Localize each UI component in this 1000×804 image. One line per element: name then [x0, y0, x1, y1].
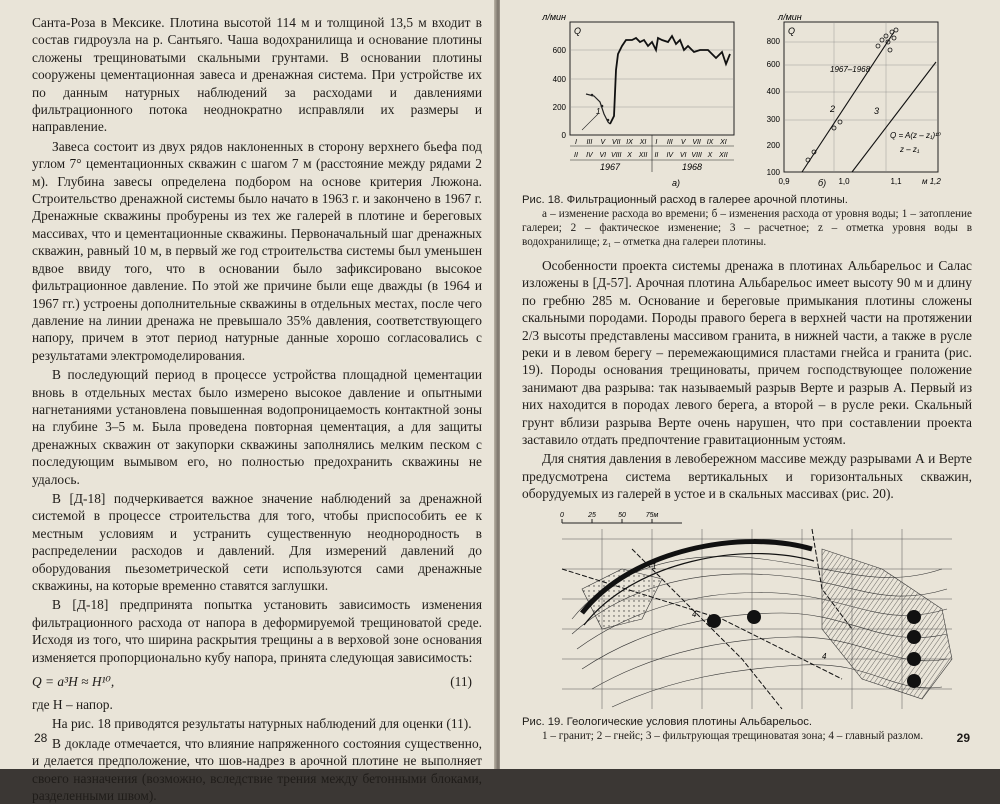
- panel-a-months-bottom: [574, 152, 728, 159]
- month-top-8: V: [680, 139, 686, 146]
- panel-a-ytick-600: 600: [552, 46, 566, 55]
- panel-a: [541, 12, 734, 188]
- figure-18-caption-body: а – изменение расхода во времени; б – изменения расхода от уровня воды; 1 – затопление галереи; 2 – фактическое изменение; 3 – расчетное; z – отметка уровня воды в водохранилище; z₁ – отметка дна галереи плотины.: [522, 208, 972, 248]
- month-top-0: I: [575, 139, 577, 146]
- panel-b-ytick-200: 200: [766, 141, 780, 150]
- month-top-7: III: [666, 139, 673, 146]
- figure-19-caption-body: 1 – гранит; 2 – гнейс; 3 – фильтрующая трещиноватая зона; 4 – главный разлом.: [542, 729, 924, 742]
- panel-a-year-1968: 1968: [681, 162, 703, 172]
- left-paragraph-4: В [Д-18] подчеркивается важное значение наблюдений за дренажной системой в процессе строительства для того, чтобы приспособить ее к местным условиям и устранить существенную неоднородность в распределении расходов и давлений. Для измерений давлений до оборудования пьезометрической сети используются сами дренажные скважины, на которые временно ставятся заглушки.: [32, 490, 482, 593]
- panel-b-ytick-600: 600: [766, 60, 780, 69]
- panel-b-z-label: z – z₁: [900, 145, 920, 154]
- panel-b-xtick-1-1: 1,1: [890, 177, 902, 186]
- panel-b-unit: л/мин: [778, 12, 802, 22]
- right-paragraph-1: Особенности проекта системы дренажа в плотинах Альбарельос и Салас изложены в [Д-57]. Арочная плотина Альбарельос имеет высоту 90 м и длину по гребню 285 м. Основание и береговые примыкания плотины сложены скальными породами. Породы правого берега в верхней части на протяжении 2/3 высоты представлены массивом гранита, в нижней части, а также в русле реки и в левом берегу – перемежающимися пластами гнейса и гранита (рис. 19). Породы основания трещиноваты, причем господствующее положение занимают два разрыва: так называемый разрыв Верте и разрыв А. Первый из них находится в породах левого берега, а второй – в русле реки. Скальный грунт вблизи разрыва Верте очень нарушен, что при составлении проекта заставило отдать предпочтение гравитационным устоям.: [522, 258, 972, 448]
- panel-b-formula: Q = A(z – z₁)¹⁰: [890, 131, 941, 140]
- panel-b-line2-label: 2: [830, 104, 836, 114]
- panel-a-months-top: [575, 139, 727, 146]
- page-number-right: 29: [956, 731, 970, 745]
- left-paragraph-8: В докладе отмечается, что влияние напряженного состояния существенно, и делается предположение, что шов-надрез в арочной плотине не выполняет своего назначения (возможно, вследствие трения между бетонными блоками, разделенными швом).: [32, 735, 482, 804]
- figure-19-caption: [522, 715, 972, 743]
- panel-a-unit: л/мин: [542, 12, 566, 22]
- map-label-4b: 4: [822, 651, 827, 661]
- month-top-1: III: [586, 139, 593, 146]
- month-top-3: VII: [611, 139, 621, 146]
- panel-a-ytick-400: 400: [552, 75, 566, 84]
- month-bottom-1: IV: [586, 152, 593, 159]
- panel-a-label: а): [672, 178, 681, 188]
- left-paragraph-6: где H – напор.: [32, 697, 113, 713]
- figure-19-map: [522, 509, 972, 715]
- month-bottom-7: IV: [666, 152, 674, 159]
- left-paragraph-2: Завеса состоит из двух рядов наклоненных в сторону верхнего бьефа под углом 7° цементационных скважин с шагом 7 м (расстояние между рядами 2 м). Глубина завесы определена подбором на основе критерия Люжона. Строительство дренажной системы было начато в 1963 г. и закончено в 1967 г. Дренажные скважины пробурены из тех же галерей в плотине и береговых массивах, что и цементационные скважины. Первоначальный шаг дренажных скважин, равный 10 м, в первый же год строительства системы был уменьшен вдвое ввиду того, что в основании было зафиксировано высокое фильтрационное давление. По этой же причине были еще дважды (в 1964 и 1967 гг.) устроены дополнительные скважины в отдельных местах, после чего давление на линии дренажа не превышало 35% давления, соответствующего напору, причем в этот период натурные данные хорошо согласовались с результатами электромоделирования.: [32, 138, 482, 363]
- month-top-2: V: [600, 139, 606, 146]
- panel-a-curve-label: 1: [596, 107, 601, 116]
- left-paragraph-7: На рис. 18 приводятся результаты натурных наблюдений для оценки (11).: [52, 716, 472, 732]
- scale-75: 75м: [645, 511, 659, 519]
- panel-b-period: 1967–1968: [830, 65, 871, 74]
- formula-11: [32, 674, 482, 690]
- panel-b-line3-label: 3: [874, 106, 880, 116]
- panel-a-ytick-200: 200: [552, 103, 566, 112]
- panel-a-ytick-0: 0: [561, 131, 566, 140]
- panel-b-ytick-400: 400: [766, 87, 780, 96]
- month-bottom-3: VIII: [610, 152, 622, 159]
- month-top-10: IX: [706, 139, 714, 146]
- panel-a-year-1967: 1967: [599, 162, 621, 172]
- month-top-11: XI: [720, 139, 727, 146]
- filter-zone: [822, 549, 952, 699]
- month-bottom-6: II: [654, 152, 659, 159]
- panel-b-ytick-100: 100: [766, 168, 780, 177]
- month-bottom-5: XII: [638, 152, 648, 159]
- month-top-4: IX: [626, 139, 633, 146]
- figure-18-caption-title: Рис. 18. Фильтрационный расход в галерее арочной плотины.: [522, 194, 848, 206]
- map-label-1: 1: [652, 561, 657, 571]
- formula-expression: Q = a³H ≈ H¹⁰,: [32, 674, 115, 690]
- panel-b-ytick-800: 800: [766, 37, 780, 46]
- panel-b-ytick-300: 300: [766, 115, 780, 124]
- left-paragraph-3: В последующий период в процессе устройства площадной цементации вновь в отдельных местах было измерено высокое давление и опытными нагнетаниями установлена повышенная водопроницаемость контактной зоны на глубине 3–5 м. Была проведена повторная цементация, а для защиты дренажных скважин от закупорки скважины заполнялись мелким песком с последующим вымывом его, но полностью предохранить скважины не удалось.: [32, 367, 482, 487]
- figure-19: [522, 509, 972, 715]
- month-bottom-2: VI: [599, 152, 607, 159]
- panel-b-xtick-1-0: 1,0: [838, 177, 850, 186]
- month-top-5: XI: [639, 139, 647, 146]
- right-page: [500, 0, 1000, 769]
- scale-25: 25: [588, 511, 596, 519]
- month-top-9: VII: [692, 139, 701, 146]
- month-bottom-0: II: [574, 152, 578, 159]
- panel-b-xtick-0-9: 0,9: [778, 177, 790, 186]
- month-bottom-9: VIII: [691, 152, 702, 159]
- formula-number: (11): [450, 674, 472, 690]
- page-number-left: 28: [34, 731, 48, 745]
- left-paragraph-5: В [Д-18] предпринята попытка установить зависимость изменения фильтрационного расхода от напора в деформируемой трещиноватой среде. Исходя из того, что ширина раскрытия трещины a в верховой зоне основания изменяется пропорционально кубу напора, принята следующая зависимость:: [32, 597, 482, 665]
- panel-b-q-label: Q: [788, 26, 796, 36]
- month-top-6: I: [655, 139, 658, 146]
- panel-a-q-label: Q: [574, 26, 582, 36]
- panel-b-line-3: [852, 62, 936, 172]
- panel-b-xtick-1-2: м 1,2: [922, 177, 941, 186]
- figure-18: [522, 10, 972, 193]
- figure-18-graphic: [522, 10, 972, 193]
- panel-b: [767, 12, 942, 188]
- month-bottom-10: X: [707, 152, 713, 159]
- right-paragraph-2: Для снятия давления в левобережном массиве между разрывами А и Верте предусмотрена система вертикальных и горизонтальных скважин, оборудуемых из галерей в устое и в скальных массивах (рис. 20).: [522, 451, 972, 502]
- scale-0: 0: [560, 511, 564, 519]
- month-bottom-8: VI: [679, 152, 687, 159]
- month-bottom-4: X: [627, 152, 632, 159]
- left-paragraph-1: Санта-Роза в Мексике. Плотина высотой 114 м и толщиной 13,5 м входит в состав гидроузла на р. Сантьяго. Чаша водохранилища и основание плотины сложены трещиноватыми скальными грунтами. В основании плотины сооружены цементационная завеса и дренажная система. При устройстве их по данным натурных наблюдений за расходами и давлениями фильтрационного потока неоднократно исправляли их размеры и направление.: [32, 15, 482, 135]
- figure-19-caption-title: Рис. 19. Геологические условия плотины Альбарельос.: [522, 715, 813, 728]
- month-bottom-11: XII: [719, 152, 728, 159]
- left-page: [0, 0, 496, 804]
- map-label-4a: 4: [692, 609, 697, 619]
- panel-b-label: б): [818, 178, 827, 188]
- figure-18-caption: [522, 193, 972, 249]
- scale-50: 50: [618, 511, 626, 519]
- panel-a-curve-main: [610, 36, 730, 124]
- figure-19-scale: [560, 512, 682, 523]
